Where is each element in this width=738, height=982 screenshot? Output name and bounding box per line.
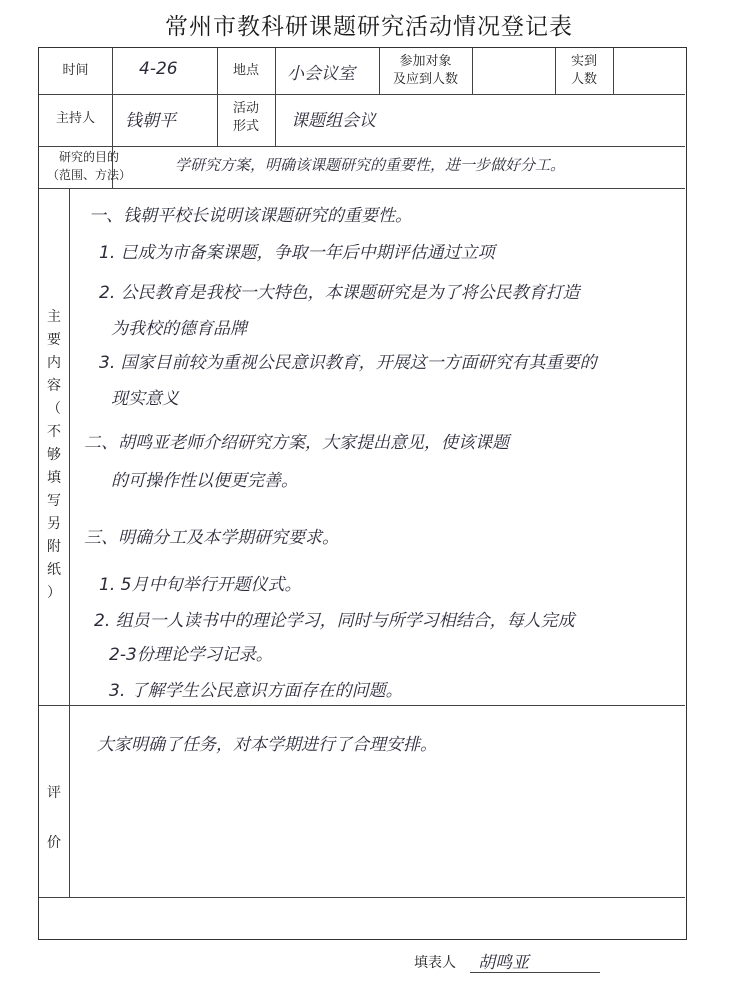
vertical-label-char: 填 bbox=[47, 470, 61, 486]
content-line: 2-3份理论学习记录。 bbox=[109, 645, 273, 665]
form-title: 常州市教科研课题研究活动情况登记表 bbox=[165, 14, 573, 40]
vertical-label-char: ） bbox=[47, 585, 61, 601]
content-line: 2. 公民教育是我校一大特色，本课题研究是为了将公民教育打造 bbox=[99, 283, 580, 303]
purpose-label-line2: （范围、方法） bbox=[46, 168, 131, 182]
vertical-label-char: 内 bbox=[47, 355, 61, 371]
time-value: 4-26 bbox=[139, 59, 178, 79]
col-divider bbox=[613, 48, 614, 94]
vertical-label-char: 价 bbox=[47, 835, 61, 851]
purpose-value: 学研究方案，明确该课题研究的重要性，进一步做好分工。 bbox=[175, 156, 566, 174]
content-line: 三、明确分工及本学期研究要求。 bbox=[84, 528, 339, 548]
content-label bbox=[43, 306, 65, 605]
vertical-label-char: 要 bbox=[47, 332, 61, 348]
content-line: 二、胡鸣亚老师介绍研究方案，大家提出意见，使该课题 bbox=[84, 433, 509, 453]
col-divider bbox=[69, 188, 70, 897]
row-divider bbox=[39, 705, 685, 706]
row-divider bbox=[39, 188, 685, 189]
actual-label-line1: 实到 bbox=[570, 54, 597, 69]
purpose-label bbox=[39, 148, 139, 184]
content-line: 3. 国家目前较为重视公民意识教育，开展这一方面研究有其重要的 bbox=[99, 353, 597, 373]
signature-line bbox=[470, 972, 600, 973]
content-line: 3. 了解学生公民意识方面存在的问题。 bbox=[109, 681, 403, 701]
participants-label-line2: 及应到人数 bbox=[392, 72, 458, 87]
content-line: 现实意义 bbox=[111, 389, 179, 409]
actual-label bbox=[555, 53, 613, 89]
vertical-label-char: 够 bbox=[47, 447, 61, 463]
vertical-label-char: 纸 bbox=[47, 562, 61, 578]
content-line: 一、钱朝平校长说明该课题研究的重要性。 bbox=[89, 206, 412, 226]
place-value: 小会议室 bbox=[287, 64, 355, 84]
content-line: 为我校的德育品牌 bbox=[111, 319, 247, 339]
content-line: 的可操作性以便更完善。 bbox=[111, 471, 298, 491]
vertical-label-char: 评 bbox=[47, 785, 61, 801]
col-divider bbox=[275, 48, 276, 146]
row-divider bbox=[39, 897, 685, 898]
content-line: 1. 5月中旬举行开题仪式。 bbox=[99, 575, 302, 595]
row-divider bbox=[39, 146, 685, 147]
vertical-label-char: 主 bbox=[47, 309, 61, 325]
form-type-label-line2: 形式 bbox=[232, 119, 259, 134]
host-label: 主持人 bbox=[55, 111, 95, 126]
participants-label bbox=[379, 53, 472, 89]
filler-label: 填表人 bbox=[414, 955, 456, 971]
purpose-label-line1: 研究的目的 bbox=[58, 150, 119, 164]
filler-signature: 胡鸣亚 bbox=[478, 953, 529, 973]
vertical-label-char: 另 bbox=[47, 516, 61, 532]
host-value: 钱朝平 bbox=[125, 111, 176, 131]
content-line: 1. 已成为市备案课题，争取一年后中期评估通过立项 bbox=[99, 243, 495, 263]
form-type-label bbox=[217, 100, 275, 136]
vertical-label-char: 附 bbox=[47, 539, 61, 555]
evaluation-label bbox=[43, 768, 65, 868]
registration-form bbox=[38, 47, 687, 940]
place-label: 地点 bbox=[232, 63, 259, 78]
content-line: 2. 组员一人读书中的理论学习，同时与所学习相结合，每人完成 bbox=[94, 611, 575, 631]
time-label: 时间 bbox=[62, 63, 89, 78]
form-type-value: 课题组会议 bbox=[291, 111, 376, 131]
vertical-label-char: 容 bbox=[47, 378, 61, 394]
vertical-label-char: 写 bbox=[47, 493, 61, 509]
vertical-label-char: （ bbox=[47, 401, 61, 417]
row-divider bbox=[39, 94, 685, 95]
participants-label-line1: 参加对象 bbox=[399, 54, 452, 69]
actual-label-line2: 人数 bbox=[570, 72, 597, 87]
vertical-label-char: 不 bbox=[47, 424, 61, 440]
evaluation-value: 大家明确了任务，对本学期进行了合理安排。 bbox=[97, 735, 437, 755]
col-divider bbox=[472, 48, 473, 94]
form-type-label-line1: 活动 bbox=[232, 101, 259, 116]
